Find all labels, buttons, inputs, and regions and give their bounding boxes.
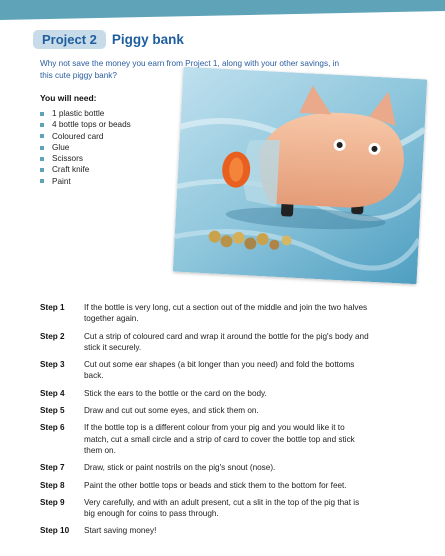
list-item: Craft knife (40, 164, 131, 175)
intro-text: Why not save the money you earn from Project 1, along with your other savings, in this cute piggy bank? (40, 59, 339, 80)
bullet-icon (40, 123, 44, 127)
step-row (40, 525, 370, 536)
bullet-icon (40, 157, 44, 161)
materials-list (40, 108, 131, 187)
bullet-icon (40, 168, 44, 172)
step-label: Step 3 (40, 360, 65, 370)
project-heading (33, 29, 184, 50)
step-label: Step 4 (40, 388, 65, 398)
list-item: Glue (40, 142, 131, 153)
step-text: Cut out some ear shapes (a bit longer than you need) and fold the bottoms back. (84, 360, 355, 381)
list-item: 4 bottle tops or beads (40, 119, 131, 130)
top-decorative-band (0, 0, 445, 20)
step-row (40, 331, 370, 354)
step-label: Step 9 (40, 497, 65, 507)
step-label: Step 7 (40, 463, 65, 473)
bullet-icon (40, 146, 44, 150)
list-item: Paint (40, 176, 131, 187)
step-row (40, 422, 370, 456)
step-row (40, 462, 370, 473)
list-item: Coloured card (40, 131, 131, 142)
step-row (40, 388, 370, 399)
step-label: Step 5 (40, 406, 65, 416)
step-text: Paint the other bottle tops or beads and stick them to the bottom for feet. (84, 480, 347, 490)
step-row (40, 405, 370, 416)
step-label: Step 2 (40, 331, 65, 341)
bullet-icon (40, 134, 44, 138)
step-text: Very carefully, and with an adult present, cut a slit in the top of the pig that is big enough for coins to pass through. (84, 497, 360, 519)
piggy-bank-photo (173, 67, 427, 284)
step-text: Draw and cut out some eyes, and stick them on. (84, 406, 259, 416)
step-row (40, 480, 370, 491)
step-row (40, 302, 370, 325)
step-label: Step 1 (40, 303, 65, 312)
bullet-icon (40, 112, 44, 116)
materials-title: You will need: (40, 93, 97, 103)
project-number-tab: Project 2 (33, 30, 106, 49)
step-text: Start saving money! (84, 526, 157, 536)
step-text: Stick the ears to the bottle or the card on the body. (84, 388, 267, 398)
step-text: Draw, stick or paint nostrils on the pig's snout (nose). (84, 463, 276, 473)
step-label: Step 8 (40, 480, 65, 490)
step-row (40, 497, 370, 520)
step-label: Step 6 (40, 423, 65, 433)
steps-list (40, 302, 370, 543)
list-item: Scissors (40, 153, 131, 164)
bullet-icon (40, 179, 44, 183)
step-row (40, 359, 370, 382)
project-title: Piggy bank (111, 32, 184, 47)
step-text: If the bottle top is a different colour from your pig and you would like it to match, cut a small circle and a strip of card to cover the bottle top and stick them on. (84, 423, 355, 455)
step-label: Step 10 (40, 526, 70, 536)
step-text: If the bottle is very long, cut a section out of the middle and join the two halves together again. (84, 303, 368, 324)
step-text: Cut a strip of coloured card and wrap it around the bottle for the pig's body and stick it securely. (84, 331, 369, 352)
list-item: 1 plastic bottle (40, 108, 131, 119)
